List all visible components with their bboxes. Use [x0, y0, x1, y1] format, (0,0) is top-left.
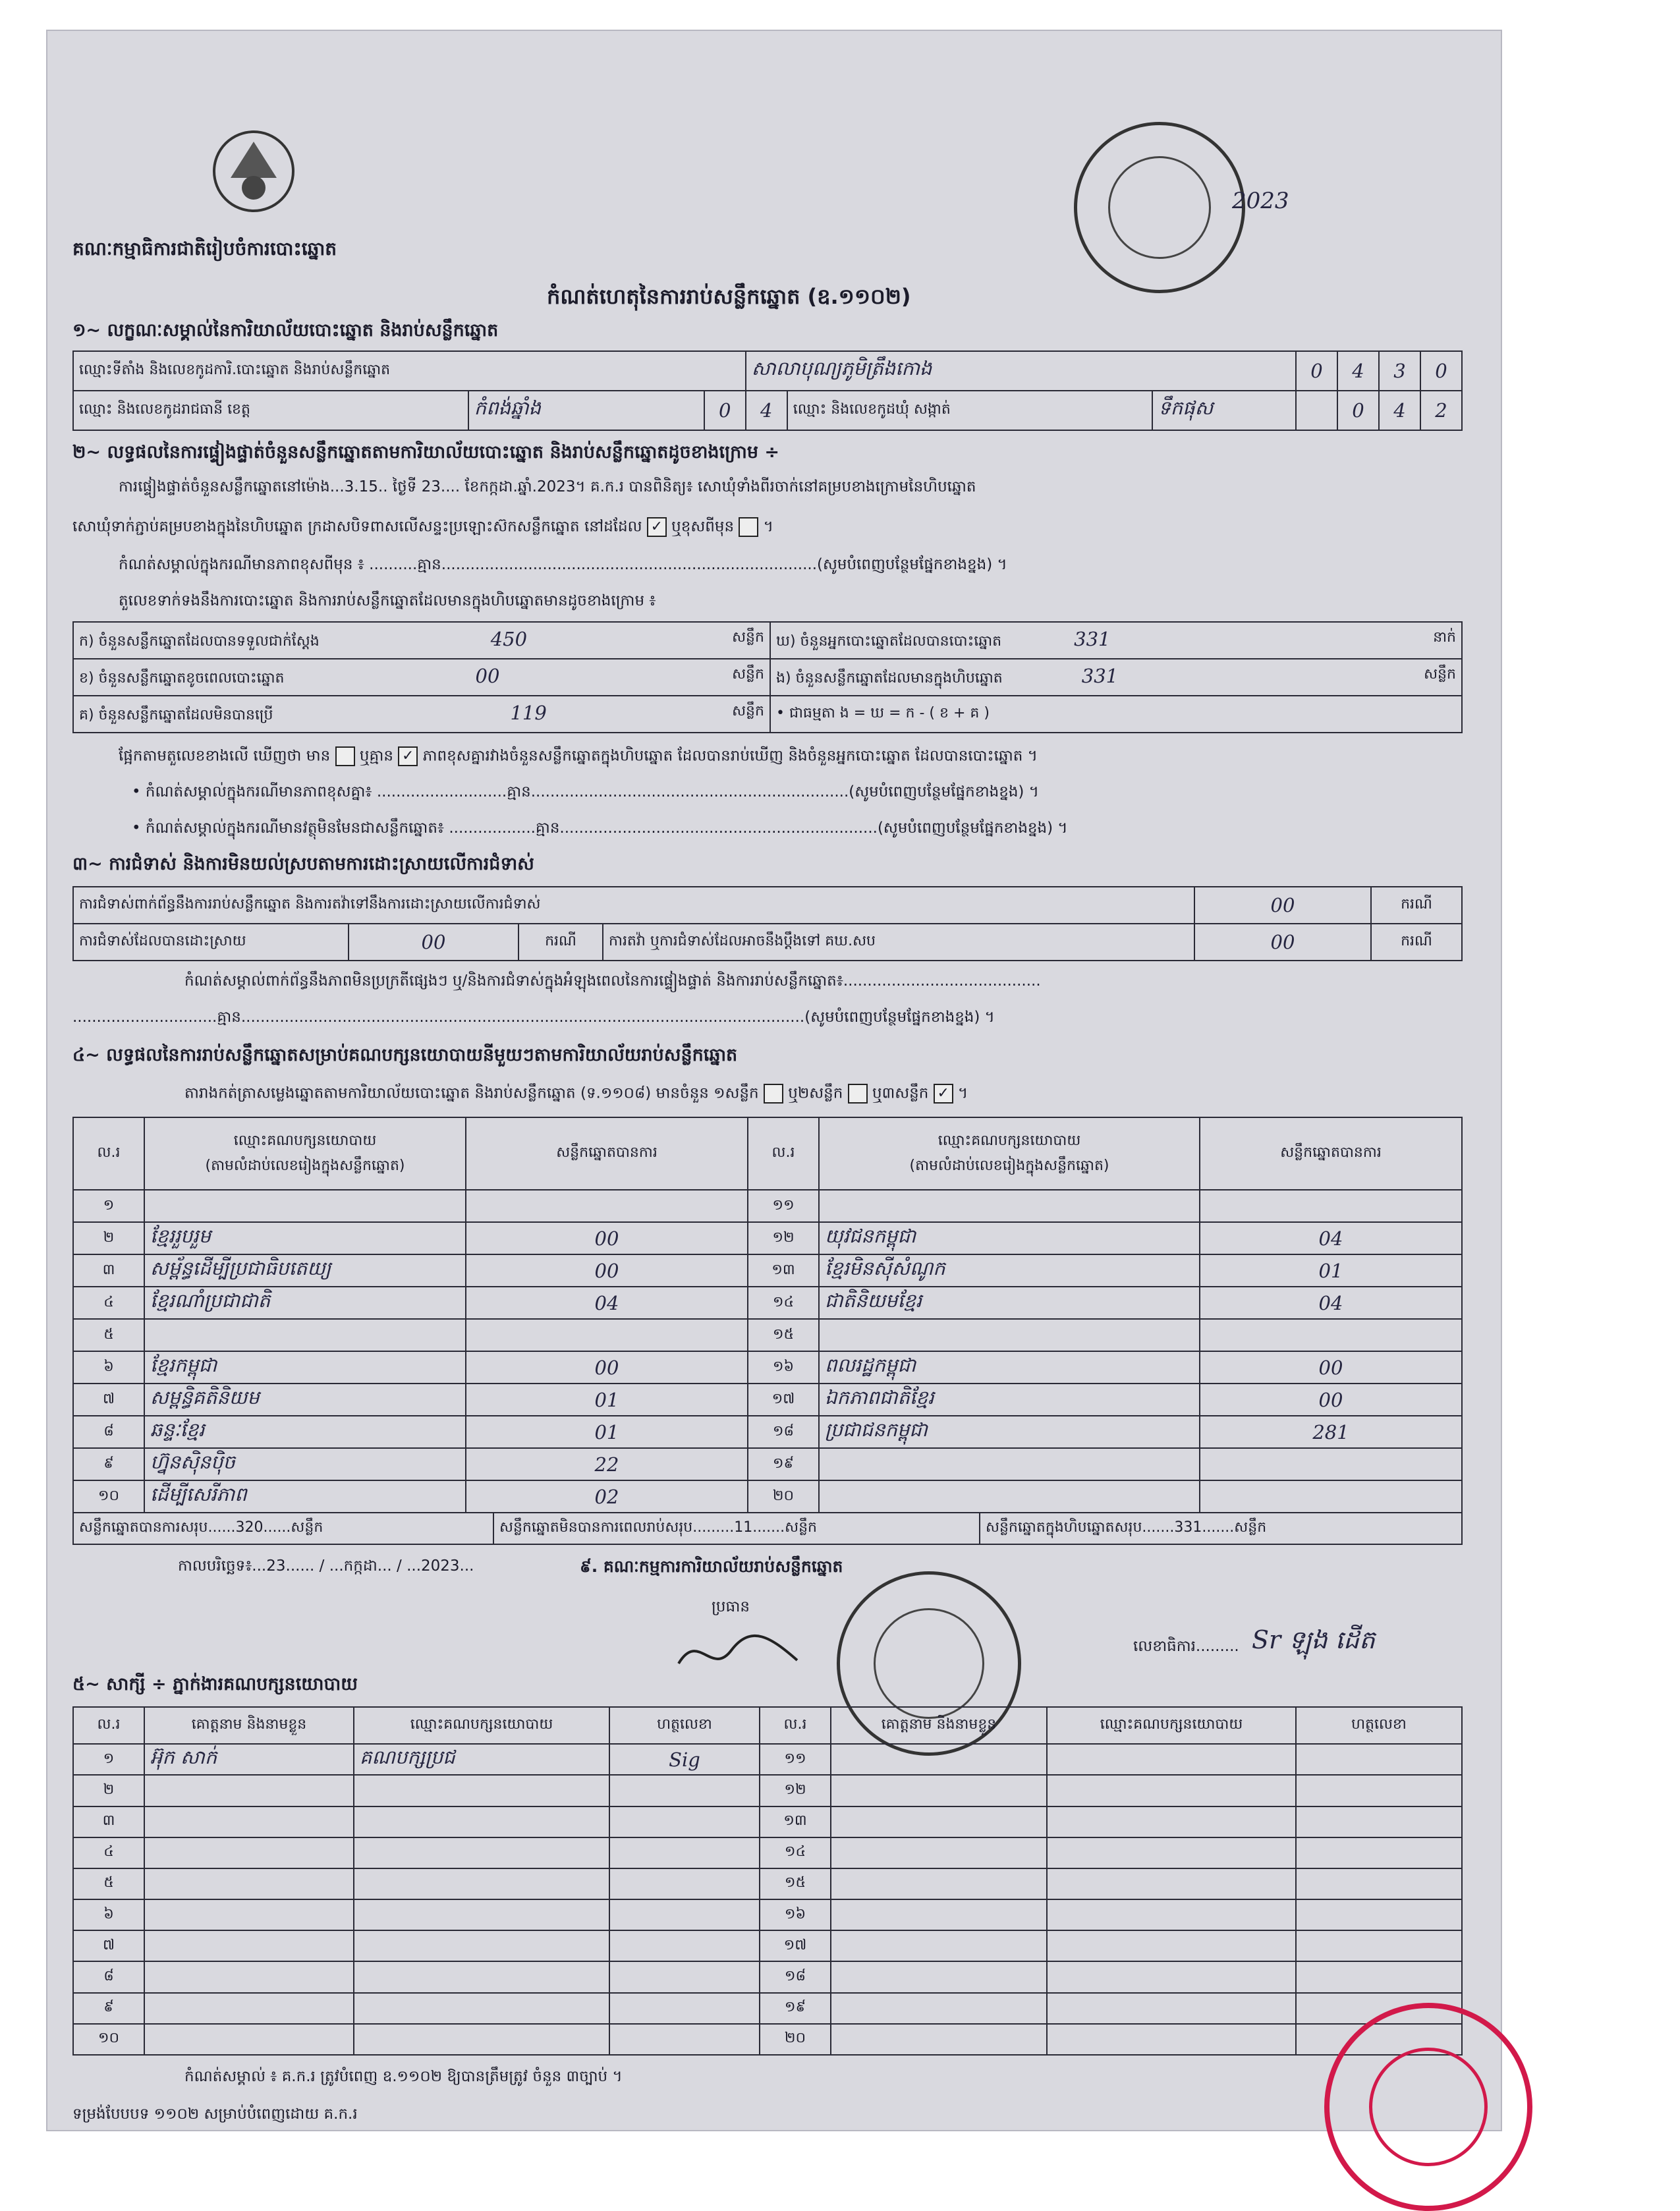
result-row: ៦ ខ្មែរកម្ពុជា 00 ១៦ ពលរដ្ឋកម្ពុជា 00 [73, 1351, 1462, 1384]
section3-title: ៣~ ការជំទាស់ និងការមិនយល់ស្របតាមការដោះស្រាយលើការជំទាស់ [72, 854, 534, 874]
official-seal-top [1074, 122, 1245, 293]
s2-para4: តួលេខទាក់ទងនឹងការបោះឆ្នោត និងការរាប់សន្លឹកឆ្នោតដែលមានក្នុងហិបឆ្នោតមានដូចខាងក្រោម ៖ [119, 592, 656, 609]
s1-r1-value: សាលាបុណ្យភូមិត្រឹងកោង [746, 351, 1296, 391]
result-row: ២ ខ្មែររួបរួម 00 ១២ យុវជនកម្ពុជា 04 [73, 1222, 1462, 1254]
s3-table: ការជំទាស់ពាក់ព័ន្ធនឹងការរាប់សន្លឹកឆ្នោត និងការតវ៉ាទៅនឹងការដោះស្រាយលើការជំទាស់ 00 ករណី ការជំទាស់ដែលបានដោះស្រាយ 00 ករណី ការតវ៉ា ឬការជំទាស់ដែលអាចនឹងប្តឹងទៅ គឃ.សប 00 ករណី [72, 886, 1463, 961]
section4-title: ៤~ លទ្ធផលនៃការរាប់សន្លឹកឆ្នោតសម្រាប់គណបក្សនយោបាយនីមួយៗតាមការិយាល័យរាប់សន្លឹកឆ្នោត [72, 1045, 738, 1065]
result-row: ១០ ដើម្បីសេរីភាព 02 ២០ [73, 1480, 1462, 1513]
section2-title: ២~ លទ្ធផលនៃការផ្ទៀងផ្ទាត់ចំនួនសន្លឹកឆ្នោតតាមការិយាល័យបោះឆ្នោត និងរាប់សន្លឹកឆ្នោតដូចខាងក្រោម ÷ [72, 442, 780, 462]
witness-row: ៤ ១៤ [73, 1837, 1462, 1868]
red-seal [1324, 2003, 1532, 2211]
s2-para3: កំណត់សម្គាល់ក្នុងករណីមានភាពខុសពីមុន ៖ ..........គ្មាន..............................................................................(សូមបំពេញបន្ថែមផ្នែកខាងខ្នង) ។ [119, 556, 1007, 573]
result-row: ៧ សម្ពន្ធិគតិនិយម 01 ១៧ ឯកភាពជាតិខ្មែរ 00 [73, 1384, 1462, 1416]
secretary-signature: Sr ឡុង ដើត [1252, 1625, 1376, 1654]
s2-para1: ការផ្ទៀងផ្ទាត់ចំនួនសន្លឹកឆ្នោតនៅម៉ោង...3.15.. ថ្ងៃទី 23.... ខែកក្កដា.ឆ្នាំ.2023។ គ.ក.រ បានពិនិត្យ៖ សោឃុំទាំងពីរចាក់នៅគម្របខាងក្រោមនៃហិបឆ្នោត [119, 478, 976, 495]
president-signature [672, 1624, 804, 1683]
s4-totals: សន្លឹកឆ្នោតបានការសរុប......320......សន្លឹក សន្លឹកឆ្នោតមិនបានការពេលរាប់សរុប.........11.......សន្លឹក សន្លឹកឆ្នោតក្នុងហិបឆ្នោតសរុប.......331.......សន្លឹក [72, 1512, 1463, 1545]
s4-intro: តារាងកត់ត្រាសម្លេងឆ្នោតតាមការិយាល័យបោះឆ្នោត និងរាប់សន្លឹកឆ្នោត (ទ.១១០៨) មានចំនួន ១សន្លឹក ឬ២សន្លឹក ឬ៣សន្លឹក ✓ ។ [184, 1084, 968, 1106]
section5-title: ៥~ សាក្សី ÷ ភ្នាក់ងារគណបក្សនយោបាយ [72, 1674, 358, 1694]
s2-para6: • កំណត់សម្គាល់ក្នុងករណីមានភាពខុសគ្នា៖ ...........................គ្មាន..................................................................(សូមបំពេញបន្ថែមផ្នែកខាងខ្នង) ។ [132, 783, 1039, 800]
s1-r2-label: ឈ្មោះ និងលេខកូដរាជធានី ខេត្ត [73, 391, 468, 430]
result-row: ៣ សម្ព័ន្ធដើម្បីប្រជាធិបតេយ្យ 00 ១៣ ខ្មែរមិនស៊ីសំណូក 01 [73, 1254, 1462, 1287]
president-label: ប្រធាន [712, 1598, 750, 1615]
witness-row: ៥ ១៥ [73, 1868, 1462, 1899]
result-row: ៨ ឆន្ទៈខ្មែរ 01 ១៨ ប្រជាជនកម្ពុជា 281 [73, 1416, 1462, 1448]
s2-para7: • កំណត់សម្គាល់ក្នុងករណីមានវត្ថុមិនមែនជាសន្លឹកឆ្នោត៖ ..................គ្មាន..................................................................(សូមបំពេញបន្ថែមផ្នែកខាងខ្នង) ។ [132, 820, 1068, 837]
s2-para5: ផ្អែកតាមតួលេខខាងលើ ឃើញថា មាន ឬគ្មាន ✓ ភាពខុសគ្នារវាងចំនួនសន្លឹកឆ្នោតក្នុងហិបឆ្នោត ដែលបានរាប់ឃើញ និងចំនួនអ្នកបោះឆ្នោត ដែលបានបោះឆ្នោត ។ [119, 746, 1038, 769]
result-row: ១ ១១ [73, 1190, 1462, 1222]
changed-checkbox[interactable] [739, 517, 758, 537]
witness-row: ៦ ១៦ [73, 1899, 1462, 1930]
diff-yes-checkbox[interactable] [335, 746, 355, 766]
witness-row: ២ ១២ [73, 1775, 1462, 1806]
witness-row: ៣ ១៣ [73, 1806, 1462, 1837]
result-row: ៤ ខ្មែរណាំប្រជាជាតិ 04 ១៤ ជាតិនិយមខ្មែរ 04 [73, 1287, 1462, 1319]
date-line: កាលបរិច្ឆេទ៖...23...... / ...កក្កដា... / ...2023... [178, 1557, 474, 1575]
result-row: ៩ ហ្វ៊ុនស៊ិនប៉ិច 22 ១៩ [73, 1448, 1462, 1480]
witness-row: ១០ ២០ [73, 2024, 1462, 2055]
same-checkbox[interactable]: ✓ [647, 517, 667, 537]
witness-row: ៩ ១៩ [73, 1993, 1462, 2024]
three-sheet-checkbox[interactable]: ✓ [934, 1084, 953, 1104]
section1-title: ១~ លក្ខណៈសម្គាល់នៃការិយាល័យបោះឆ្នោត និងរាប់សន្លឹកឆ្នោត [72, 320, 499, 341]
s1-r2-label2: ឈ្មោះ និងលេខកូដឃុំ សង្កាត់ [787, 391, 1153, 430]
s2-count-table: ក) ចំនួនសន្លឹកឆ្នោតដែលបានទទួលជាក់ស្តែង 450 សន្លឹក ឃ) ចំនួនអ្នកបោះឆ្នោតដែលបានបោះឆ្នោត 331 នាក់ ខ) ចំនួនសន្លឹកឆ្នោតខូចពេលបោះឆ្នោត 00 សន្លឹក ង) ចំនួនសន្លឹកឆ្នោតដែលមានក្នុងហិបឆ្នោត 331 សន្លឹក គ) ចំនួនសន្លឹកឆ្នោតដែលមិនបានប្រើ 119 សន្លឹក • ជាធម្មតា ង = ឃ = ក - ( ខ + គ ) [72, 621, 1463, 733]
section1-table: ឈ្មោះទីតាំង និងលេខកូដការិ.បោះឆ្នោត និងរាប់សន្លឹកឆ្នោត សាលាបុណ្យភូមិត្រឹងកោង 0 4 3 0 ឈ្មោះ និងលេខកូដរាជធានី ខេត្ត កំពង់ឆ្នាំង 0 4 ឈ្មោះ និងលេខកូដឃុំ សង្កាត់ ទឹកផុស 0 4 2 [72, 350, 1463, 431]
one-sheet-checkbox[interactable] [764, 1084, 783, 1104]
footer-form: ទម្រង់បែបបទ ១១០២ សម្រាប់បំពេញដោយ គ.ក.រ [72, 2106, 358, 2123]
s1-r2-value: កំពង់ឆ្នាំង [468, 391, 704, 430]
s1-r2-value2: ទឹកផុស [1152, 391, 1296, 430]
result-row: ៥ ១៥ [73, 1319, 1462, 1351]
footer-note: កំណត់សម្គាល់ ៖ គ.ក.រ ត្រូវបំពេញ ឧ.១១០២ ឱ្យបានត្រឹមត្រូវ ចំនួន ៣ច្បាប់ ។ [184, 2068, 623, 2085]
s3-note: កំណត់សម្គាល់ពាក់ព័ន្ធនឹងភាពមិនប្រក្រតីផ្សេងៗ ឬ/និងការជំទាស់ក្នុងអំឡុងពេលនៃការផ្ទៀងផ្ទាត់ និងការរាប់សន្លឹកឆ្នោត៖......................................... [184, 972, 1041, 990]
s1-r1-label: ឈ្មោះទីតាំង និងលេខកូដការិ.បោះឆ្នោត និងរាប់សន្លឹកឆ្នោត [73, 351, 746, 391]
s4-results-table: ល.រ ឈ្មោះគណបក្សនយោបាយ (តាមលំដាប់លេខរៀងក្នុងសន្លឹកឆ្នោត) សន្លឹកឆ្នោតបានការ ល.រ ឈ្មោះគណបក្សនយោបាយ (តាមលំដាប់លេខរៀងក្នុងសន្លឹកឆ្នោត) សន្លឹកឆ្នោតបានការ ១ ១១ ២ ខ្មែររួបរួម 00 ១២ យុវជនកម្ពុជា 04 ៣ សម្ព័ន្ធដើម្បីប្រជាធិបតេយ្យ 00 ១៣ ខ្មែរមិនស៊ីសំណូក 01 ៤ ខ្មែរណាំប្រជាជាតិ 04 ១៤ ជាតិនិយមខ្មែរ 04 ៥ ១៥ ៦ ខ្មែរកម្ពុជា 00 ១៦ ពលរដ្ឋកម្ពុជា 00 ៧ សម្ពន្ធិគតិនិយម 01 ១៧ ឯកភាពជាតិខ្មែរ 00 ៨ ឆន្ទៈខ្មែរ 01 ១៨ ប្រជាជនកម្ពុជា 281 ៩ ហ្វ៊ុនស៊ិនប៉ិច 22 ១៩ ១០ ដើម្បីសេរីភាព 02 ២០ [72, 1117, 1463, 1513]
s2-para2: សោឃុំទាក់ភ្ជាប់គម្របខាងក្នុងនៃហិបឆ្នោត ក្រដាសបិទពាសលើសន្ទះប្រឡោះស៊កសន្លឹកឆ្នោត នៅដដែល ✓ ឬខុសពីមុន ។ [72, 517, 773, 540]
committee-label: ៩. គណៈកម្មការការិយាល័យរាប់សន្លឹកឆ្នោត [580, 1557, 843, 1576]
diff-no-checkbox[interactable]: ✓ [398, 746, 418, 766]
s5-witness-table: ល.រ គោត្តនាម និងនាមខ្លួន ឈ្មោះគណបក្សនយោបាយ ហត្ថលេខា ល.រ គោត្តនាម និងនាមខ្លួន ឈ្មោះគណបក្សនយោបាយ ហត្ថលេខា ១ អ៊ុក សាក់ គណបក្សប្រជ Sig ១១ ២ ១២ ៣ ១៣ ៤ ១៤ ៥ ១៥ ៦ ១៦ ៧ ១៧ ៨ ១៨ ៩ ១៩ ១០ ២០ [72, 1706, 1463, 2056]
emblem-logo [191, 115, 316, 227]
secretary-label: លេខាធិការ......... [1133, 1638, 1239, 1655]
org-name: គណៈកម្មាធិការជាតិរៀបចំការបោះឆ្នោត [72, 238, 337, 260]
two-sheet-checkbox[interactable] [848, 1084, 868, 1104]
witness-row: ៧ ១៧ [73, 1930, 1462, 1961]
witness-row: ១ អ៊ុក សាក់ គណបក្សប្រជ Sig ១១ [73, 1744, 1462, 1775]
form-title: កំណត់ហេតុនៃការរាប់សន្លឹកឆ្នោត (ឧ.១១០២) [547, 284, 911, 309]
s3-note2: ..............................គ្មាន.....................................................................................................................(សូមបំពេញបន្ថែមផ្នែកខាងខ្នង) ។ [72, 1009, 995, 1026]
document-sheet [46, 30, 1502, 2131]
witness-row: ៨ ១៨ [73, 1961, 1462, 1992]
seal-date: 2023 [1232, 188, 1289, 214]
